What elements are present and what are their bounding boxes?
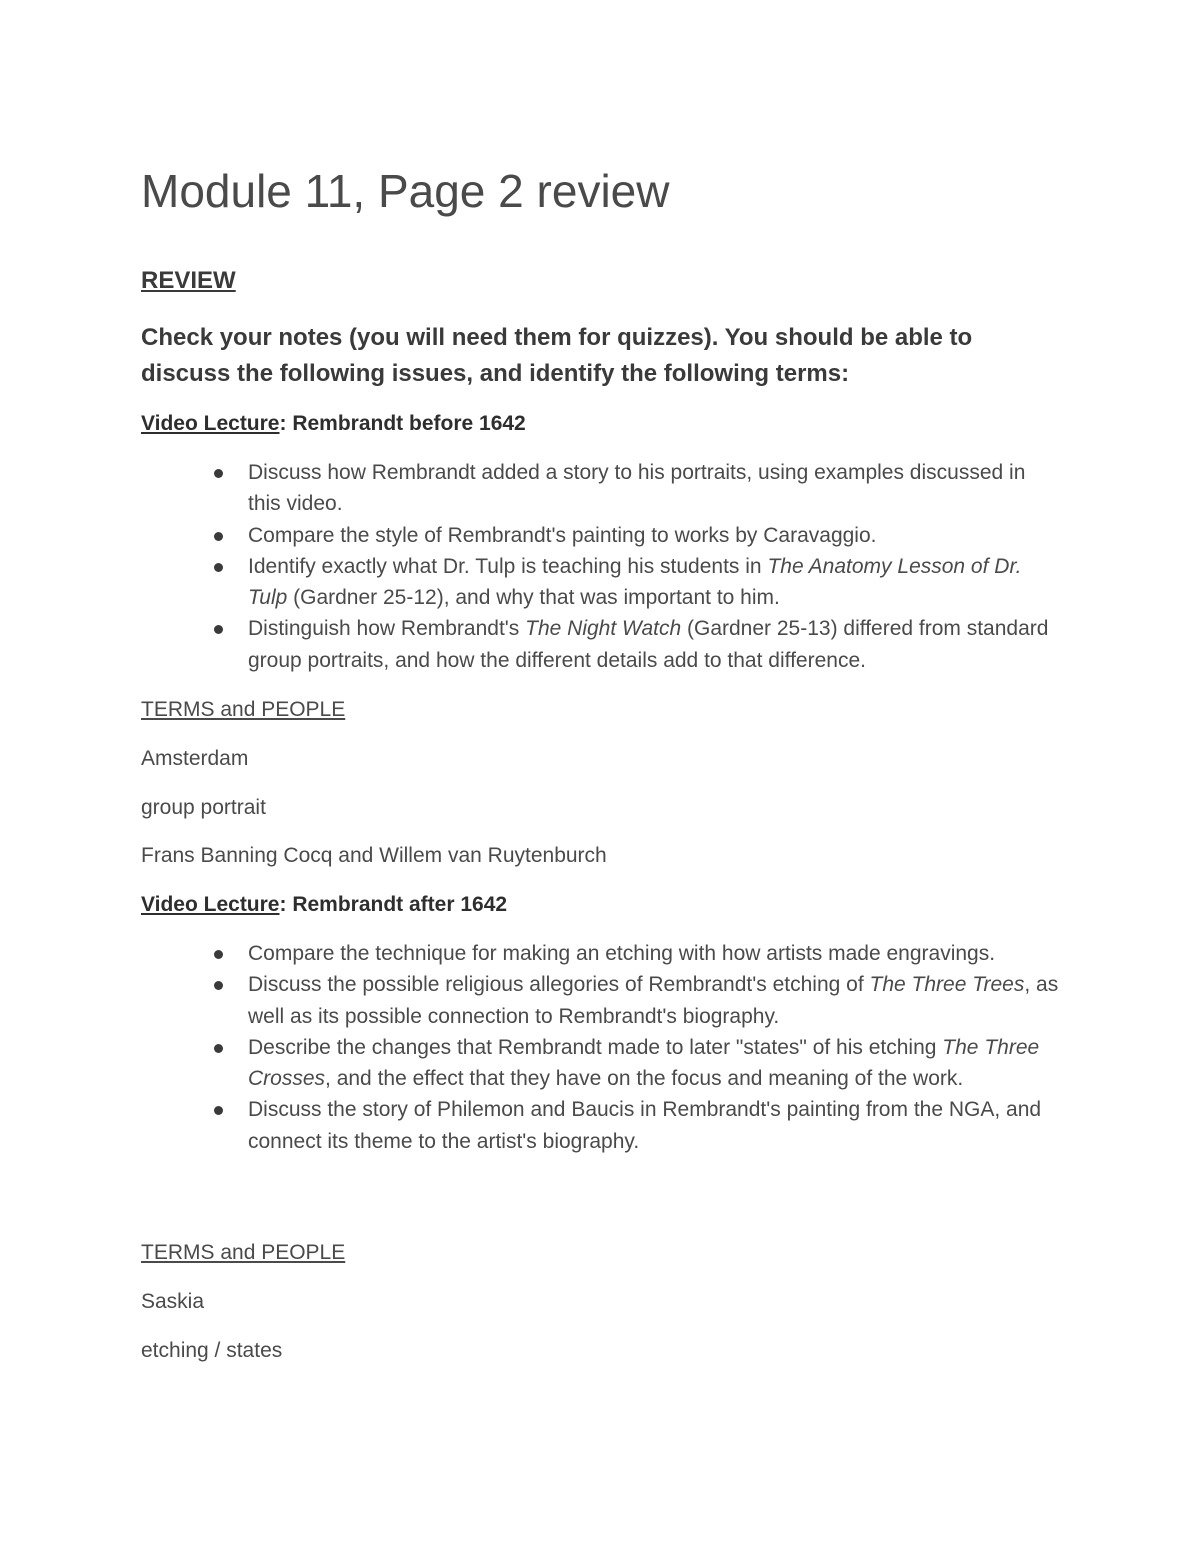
bullet-icon — [214, 1106, 223, 1115]
bullet-list-before-1642 — [212, 457, 1062, 676]
list-item: Describe the changes that Rembrandt made to later "states" of his etching The Three Crosses, and the effect that they have on the focus and meaning of the work. — [212, 1032, 1062, 1095]
bullet-icon — [214, 981, 223, 990]
bullet-icon — [214, 563, 223, 572]
term-item: etching / states — [141, 1339, 283, 1362]
terms-heading: TERMS and PEOPLE — [141, 698, 346, 721]
section-heading-text: : Rembrandt before 1642 — [279, 412, 526, 435]
section-heading-before-1642 — [141, 410, 526, 438]
section-heading-after-1642 — [141, 891, 507, 919]
list-item: Compare the technique for making an etching with how artists made engravings. — [212, 938, 1062, 969]
list-item: Distinguish how Rembrandt's The Night Watch (Gardner 25-13) differed from standard group portraits, and how the different details add to that difference. — [212, 613, 1062, 676]
term-item: group portrait — [141, 796, 266, 819]
list-item: Discuss the possible religious allegories of Rembrandt's etching of The Three Trees, as well as its possible connection to Rembrandt's biography. — [212, 969, 1062, 1032]
term-item: Amsterdam — [141, 747, 249, 770]
bullet-icon — [214, 1044, 223, 1053]
bullet-icon — [214, 950, 223, 959]
bullet-icon — [214, 532, 223, 541]
list-item: Identify exactly what Dr. Tulp is teaching his students in The Anatomy Lesson of Dr. Tulp (Gardner 25-12), and why that was important to him. — [212, 551, 1062, 614]
bullet-icon — [214, 469, 223, 478]
bullet-list-after-1642 — [212, 938, 1062, 1157]
list-item: Discuss how Rembrandt added a story to his portraits, using examples discussed in this video. — [212, 457, 1062, 520]
term-item: Saskia — [141, 1290, 205, 1313]
list-item: Discuss the story of Philemon and Baucis in Rembrandt's painting from the NGA, and connect its theme to the artist's biography. — [212, 1094, 1062, 1157]
review-heading: REVIEW — [141, 267, 236, 294]
bullet-icon — [214, 625, 223, 634]
video-lecture-link[interactable]: Video Lecture — [141, 893, 280, 916]
section-heading-text: : Rembrandt after 1642 — [279, 893, 508, 916]
intro-paragraph: Check your notes (you will need them for quizzes). You should be able to discuss the following issues, and identify the following terms: — [141, 324, 973, 387]
video-lecture-link[interactable]: Video Lecture — [141, 412, 280, 435]
page-title: Module 11, Page 2 review — [141, 165, 670, 217]
list-item: Compare the style of Rembrandt's painting to works by Caravaggio. — [212, 520, 1062, 551]
term-item: Frans Banning Cocq and Willem van Ruytenburch — [141, 844, 607, 867]
terms-heading: TERMS and PEOPLE — [141, 1241, 346, 1264]
